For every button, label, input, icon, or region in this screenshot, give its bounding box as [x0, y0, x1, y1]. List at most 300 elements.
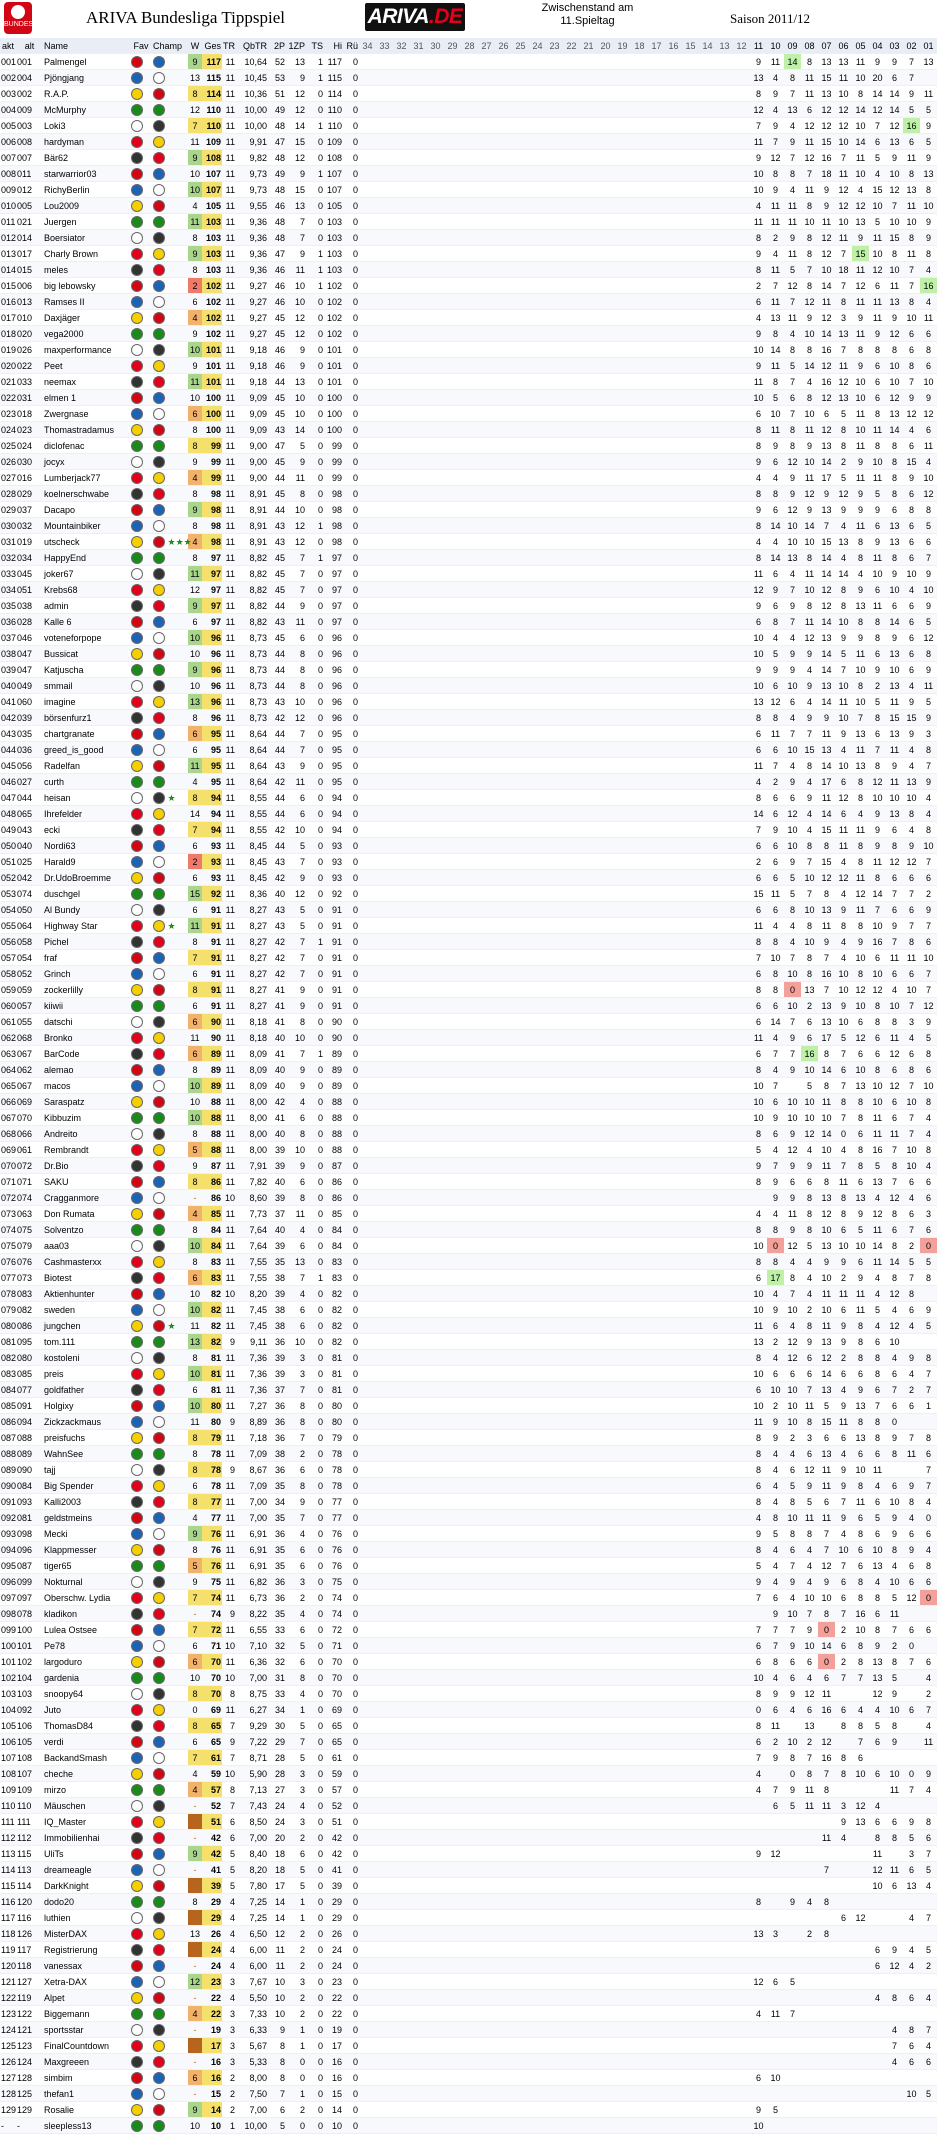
- player-name[interactable]: ecki: [43, 822, 130, 838]
- player-name[interactable]: WahnSee: [43, 1446, 130, 1462]
- matchday-points: 10: [750, 1094, 767, 1110]
- table-row[interactable]: [0, 198, 937, 214]
- player-name[interactable]: Daxjäger: [43, 310, 130, 326]
- two-point-hits: 36: [268, 1590, 286, 1606]
- table-row[interactable]: [0, 470, 937, 486]
- table-row[interactable]: [0, 1174, 937, 1190]
- col-matchday-25[interactable]: 25: [512, 38, 529, 54]
- table-row[interactable]: [0, 1286, 937, 1302]
- col-matchday-34[interactable]: 34: [359, 38, 376, 54]
- player-name[interactable]: Harald9: [43, 854, 130, 870]
- player-name[interactable]: Dr.UdoBroemme: [43, 870, 130, 886]
- col-matchday-32[interactable]: 32: [393, 38, 410, 54]
- future-matchday-cell: [546, 326, 563, 342]
- table-row[interactable]: [0, 534, 937, 550]
- table-row[interactable]: [0, 214, 937, 230]
- table-row[interactable]: [0, 1094, 937, 1110]
- future-matchday-cell: [733, 550, 750, 566]
- table-row[interactable]: [0, 1238, 937, 1254]
- table-row[interactable]: [0, 646, 937, 662]
- player-name[interactable]: vega2000: [43, 326, 130, 342]
- player-name[interactable]: admin: [43, 598, 130, 614]
- table-row[interactable]: [0, 1270, 937, 1286]
- table-row[interactable]: [0, 902, 937, 918]
- player-name[interactable]: heisan: [43, 790, 130, 806]
- player-name[interactable]: Andreito: [43, 1126, 130, 1142]
- table-row[interactable]: [0, 54, 937, 70]
- table-row[interactable]: [0, 582, 937, 598]
- team-crest-icon: [153, 1080, 165, 1092]
- table-row[interactable]: [0, 1526, 937, 1542]
- matchday-points: 6: [801, 1030, 818, 1046]
- matchday-points: 8: [835, 582, 852, 598]
- player-name[interactable]: kostoleni: [43, 1350, 130, 1366]
- player-name[interactable]: Nokturnal: [43, 1574, 130, 1590]
- player-name[interactable]: Kalle 6: [43, 614, 130, 630]
- high-score: 80: [324, 1414, 343, 1430]
- favorite-team: [130, 182, 152, 198]
- col-champ[interactable]: Champ: [152, 38, 188, 54]
- col-ts[interactable]: TS: [306, 38, 324, 54]
- col-tr[interactable]: TR: [222, 38, 236, 54]
- table-row[interactable]: [0, 230, 937, 246]
- player-name[interactable]: Oberschw. Lydia: [43, 1590, 130, 1606]
- table-row[interactable]: [0, 406, 937, 422]
- rank-previous: 095: [16, 1334, 43, 1350]
- col-matchday-05[interactable]: 05: [852, 38, 869, 54]
- table-row[interactable]: [0, 1510, 937, 1526]
- player-name[interactable]: utscheck: [43, 534, 130, 550]
- player-name[interactable]: tajj: [43, 1462, 130, 1478]
- table-row[interactable]: [0, 486, 937, 502]
- matchday-points: 4: [784, 934, 801, 950]
- tips-count: 11: [222, 678, 236, 694]
- future-matchday-cell: [427, 150, 444, 166]
- future-matchday-cell: [495, 566, 512, 582]
- col-matchday-30[interactable]: 30: [427, 38, 444, 54]
- col-akt[interactable]: akt: [0, 38, 16, 54]
- col-hi[interactable]: Hi: [324, 38, 343, 54]
- player-name[interactable]: Pichel: [43, 934, 130, 950]
- table-row[interactable]: [0, 982, 937, 998]
- player-name[interactable]: preis: [43, 1366, 130, 1382]
- player-name[interactable]: duschgel: [43, 886, 130, 902]
- table-row[interactable]: [0, 1334, 937, 1350]
- table-row[interactable]: [0, 390, 937, 406]
- table-row[interactable]: [0, 1478, 937, 1494]
- future-matchday-cell: [495, 1334, 512, 1350]
- table-row[interactable]: [0, 118, 937, 134]
- table-row[interactable]: [0, 342, 937, 358]
- col-2p[interactable]: 2P: [268, 38, 286, 54]
- player-name[interactable]: Zwergnase: [43, 406, 130, 422]
- col-ru[interactable]: Rü: [343, 38, 359, 54]
- matchday-points: 9: [784, 1126, 801, 1142]
- matchday-points: 4: [767, 1142, 784, 1158]
- player-name[interactable]: jocyx: [43, 454, 130, 470]
- player-name[interactable]: Pjöngjang: [43, 70, 130, 86]
- table-row[interactable]: [0, 1414, 937, 1430]
- future-matchday-cell: [563, 774, 580, 790]
- player-name[interactable]: tom.111: [43, 1334, 130, 1350]
- table-row[interactable]: [0, 822, 937, 838]
- matchday-points: 4: [835, 518, 852, 534]
- table-row[interactable]: [0, 1350, 937, 1366]
- player-name[interactable]: Nordi63: [43, 838, 130, 854]
- future-matchday-cell: [461, 486, 478, 502]
- future-matchday-cell: [631, 1206, 648, 1222]
- player-name[interactable]: greed_is_good: [43, 742, 130, 758]
- matchday-points: 4: [852, 182, 869, 198]
- col-matchday-06[interactable]: 06: [835, 38, 852, 54]
- team-crest-icon: [153, 1336, 165, 1348]
- player-name[interactable]: Aktienhunter: [43, 1286, 130, 1302]
- col-matchday-23[interactable]: 23: [546, 38, 563, 54]
- player-name[interactable]: Krebs68: [43, 582, 130, 598]
- ariva-logo[interactable]: [365, 3, 465, 31]
- col-matchday-11[interactable]: 11: [750, 38, 767, 54]
- matchday-points: 13: [818, 86, 835, 102]
- table-row[interactable]: [0, 326, 937, 342]
- col-matchday-03[interactable]: 03: [886, 38, 903, 54]
- player-name[interactable]: macos: [43, 1078, 130, 1094]
- table-row[interactable]: [0, 726, 937, 742]
- col-ges[interactable]: Ges: [202, 38, 222, 54]
- player-name[interactable]: Dacapo: [43, 502, 130, 518]
- matchday-wins: 0: [306, 1526, 324, 1542]
- player-name[interactable]: Rembrandt: [43, 1142, 130, 1158]
- player-name[interactable]: Kalli2003: [43, 1494, 130, 1510]
- col-matchday-01[interactable]: 01: [920, 38, 937, 54]
- player-name[interactable]: alemao: [43, 1062, 130, 1078]
- player-name[interactable]: R.A.P.: [43, 86, 130, 102]
- future-matchday-cell: [682, 1334, 699, 1350]
- player-name[interactable]: smmail: [43, 678, 130, 694]
- player-name[interactable]: Juergen: [43, 214, 130, 230]
- table-row[interactable]: [0, 1110, 937, 1126]
- table-row[interactable]: [0, 1574, 937, 1590]
- matchday-points: 4: [750, 310, 767, 326]
- table-row[interactable]: [0, 1254, 937, 1270]
- table-row[interactable]: [0, 1446, 937, 1462]
- player-name[interactable]: Grinch: [43, 966, 130, 982]
- table-row[interactable]: [0, 550, 937, 566]
- two-point-hits: 51: [268, 86, 286, 102]
- player-name[interactable]: Peet: [43, 358, 130, 374]
- col-matchday-16[interactable]: 16: [665, 38, 682, 54]
- col-matchday-20[interactable]: 20: [597, 38, 614, 54]
- col-matchday-19[interactable]: 19: [614, 38, 631, 54]
- table-row[interactable]: [0, 1590, 937, 1606]
- col-matchday-14[interactable]: 14: [699, 38, 716, 54]
- player-name[interactable]: diclofenac: [43, 438, 130, 454]
- table-row[interactable]: [0, 502, 937, 518]
- player-name[interactable]: Big Spender: [43, 1478, 130, 1494]
- future-matchday-cell: [461, 1478, 478, 1494]
- player-name[interactable]: neemax: [43, 374, 130, 390]
- player-name[interactable]: Al Bundy: [43, 902, 130, 918]
- future-matchday-cell: [716, 1126, 733, 1142]
- col-name[interactable]: Name: [43, 38, 130, 54]
- table-row[interactable]: [0, 454, 937, 470]
- col-matchday-13[interactable]: 13: [716, 38, 733, 54]
- table-row[interactable]: [0, 710, 937, 726]
- col-matchday-17[interactable]: 17: [648, 38, 665, 54]
- player-name[interactable]: Radelfan: [43, 758, 130, 774]
- player-name[interactable]: voteneforpope: [43, 630, 130, 646]
- table-row[interactable]: [0, 886, 937, 902]
- table-row[interactable]: [0, 1558, 937, 1574]
- player-name[interactable]: tiger65: [43, 1558, 130, 1574]
- player-name[interactable]: Mountainbiker: [43, 518, 130, 534]
- player-name[interactable]: Palmengel: [43, 54, 130, 70]
- col-matchday-33[interactable]: 33: [376, 38, 393, 54]
- rank-current: 096: [0, 1574, 16, 1590]
- col-matchday-22[interactable]: 22: [563, 38, 580, 54]
- col-matchday-10[interactable]: 10: [767, 38, 784, 54]
- matchday-points: 6: [784, 390, 801, 406]
- table-row[interactable]: [0, 86, 937, 102]
- future-matchday-cell: [376, 678, 393, 694]
- matchday-points: 6: [852, 1046, 869, 1062]
- weekly-points: 6: [188, 902, 202, 918]
- table-row[interactable]: [0, 1046, 937, 1062]
- one-point-hits: 8: [286, 1190, 306, 1206]
- table-row[interactable]: [0, 790, 937, 806]
- player-name[interactable]: elmen 1: [43, 390, 130, 406]
- table-row[interactable]: [0, 310, 937, 326]
- table-row[interactable]: [0, 614, 937, 630]
- table-row[interactable]: [0, 150, 937, 166]
- table-row[interactable]: [0, 934, 937, 950]
- one-point-hits: 8: [286, 486, 306, 502]
- future-matchday-cell: [359, 614, 376, 630]
- player-name[interactable]: big lebowsky: [43, 278, 130, 294]
- table-row[interactable]: [0, 166, 937, 182]
- player-name[interactable]: Bär62: [43, 150, 130, 166]
- table-row[interactable]: [0, 566, 937, 582]
- future-matchday-cell: [444, 198, 461, 214]
- future-matchday-cell: [716, 1254, 733, 1270]
- player-name[interactable]: McMurphy: [43, 102, 130, 118]
- table-row[interactable]: [0, 1206, 937, 1222]
- col-matchday-24[interactable]: 24: [529, 38, 546, 54]
- table-row[interactable]: [0, 1462, 937, 1478]
- player-name[interactable]: Lou2009: [43, 198, 130, 214]
- player-name[interactable]: Solventzo: [43, 1222, 130, 1238]
- player-name[interactable]: joker67: [43, 566, 130, 582]
- player-name[interactable]: koelnerschwabe: [43, 486, 130, 502]
- table-row[interactable]: [0, 966, 937, 982]
- player-name[interactable]: jungchen: [43, 1318, 130, 1334]
- high-score: 96: [324, 710, 343, 726]
- col-matchday-28[interactable]: 28: [461, 38, 478, 54]
- rueckstand: 0: [343, 486, 359, 502]
- points-per-tip: 8,09: [236, 1078, 268, 1094]
- future-matchday-cell: [648, 358, 665, 374]
- table-row[interactable]: [0, 1030, 937, 1046]
- table-row[interactable]: [0, 1398, 937, 1414]
- future-matchday-cell: [512, 1222, 529, 1238]
- col-matchday-26[interactable]: 26: [495, 38, 512, 54]
- col-matchday-12[interactable]: 12: [733, 38, 750, 54]
- player-name[interactable]: Bronko: [43, 1030, 130, 1046]
- player-name[interactable]: Don Rumata: [43, 1206, 130, 1222]
- player-name[interactable]: kiiwii: [43, 998, 130, 1014]
- player-name[interactable]: preisfuchs: [43, 1430, 130, 1446]
- table-row[interactable]: [0, 518, 937, 534]
- future-matchday-cell: [614, 822, 631, 838]
- table-row[interactable]: [0, 374, 937, 390]
- col-matchday-18[interactable]: 18: [631, 38, 648, 54]
- player-name[interactable]: Katjuscha: [43, 662, 130, 678]
- table-row[interactable]: [0, 758, 937, 774]
- player-name[interactable]: Biotest: [43, 1270, 130, 1286]
- table-row[interactable]: [0, 1014, 937, 1030]
- player-name[interactable]: börsenfurz1: [43, 710, 130, 726]
- future-matchday-cell: [648, 1542, 665, 1558]
- player-name[interactable]: Dr.Bio: [43, 1158, 130, 1174]
- table-row[interactable]: [0, 1430, 937, 1446]
- player-name[interactable]: fraf: [43, 950, 130, 966]
- table-row[interactable]: [0, 1158, 937, 1174]
- col-matchday-02[interactable]: 02: [903, 38, 920, 54]
- table-row[interactable]: [0, 246, 937, 262]
- high-score: 81: [324, 1366, 343, 1382]
- col-matchday-15[interactable]: 15: [682, 38, 699, 54]
- player-name[interactable]: Loki3: [43, 118, 130, 134]
- matchday-points: 4: [903, 1366, 920, 1382]
- player-name[interactable]: Highway Star: [43, 918, 130, 934]
- player-name[interactable]: Saraspatz: [43, 1094, 130, 1110]
- table-row[interactable]: [0, 1366, 937, 1382]
- col-qbtr[interactable]: QbTR: [236, 38, 268, 54]
- table-row[interactable]: [0, 742, 937, 758]
- table-row[interactable]: [0, 950, 937, 966]
- col-matchday-21[interactable]: 21: [580, 38, 597, 54]
- player-name[interactable]: Ramses II: [43, 294, 130, 310]
- table-row[interactable]: [0, 262, 937, 278]
- table-row[interactable]: [0, 662, 937, 678]
- table-row[interactable]: [0, 870, 937, 886]
- table-row[interactable]: [0, 1078, 937, 1094]
- player-name[interactable]: curth: [43, 774, 130, 790]
- matchday-points: 10: [852, 70, 869, 86]
- col-matchday-07[interactable]: 07: [818, 38, 835, 54]
- player-name[interactable]: Ihrefelder: [43, 806, 130, 822]
- player-name[interactable]: meles: [43, 262, 130, 278]
- rueckstand: 0: [343, 278, 359, 294]
- table-row[interactable]: [0, 1126, 937, 1142]
- player-name[interactable]: starwarrior03: [43, 166, 130, 182]
- future-matchday-cell: [716, 1014, 733, 1030]
- col-alt[interactable]: alt: [16, 38, 43, 54]
- col-matchday-09[interactable]: 09: [784, 38, 801, 54]
- col-matchday-04[interactable]: 04: [869, 38, 886, 54]
- player-name[interactable]: hardyman: [43, 134, 130, 150]
- table-row[interactable]: [0, 998, 937, 1014]
- col-matchday-08[interactable]: 08: [801, 38, 818, 54]
- table-row[interactable]: [0, 854, 937, 870]
- table-row[interactable]: [0, 598, 937, 614]
- player-name[interactable]: Bussicat: [43, 646, 130, 662]
- player-name[interactable]: Holgixy: [43, 1398, 130, 1414]
- player-name[interactable]: Klappmesser: [43, 1542, 130, 1558]
- col-matchday-29[interactable]: 29: [444, 38, 461, 54]
- player-name[interactable]: Thomastradamus: [43, 422, 130, 438]
- player-name[interactable]: geldstmeins: [43, 1510, 130, 1526]
- table-row[interactable]: [0, 294, 937, 310]
- table-row[interactable]: [0, 182, 937, 198]
- table-row[interactable]: [0, 422, 937, 438]
- table-row[interactable]: [0, 1142, 937, 1158]
- player-name[interactable]: maxperformance: [43, 342, 130, 358]
- player-name[interactable]: RichyBerlin: [43, 182, 130, 198]
- player-name[interactable]: SAKU: [43, 1174, 130, 1190]
- col-matchday-27[interactable]: 27: [478, 38, 495, 54]
- table-row[interactable]: [0, 278, 937, 294]
- col-fav[interactable]: Fav: [130, 38, 152, 54]
- player-name[interactable]: aaa03: [43, 1238, 130, 1254]
- table-row[interactable]: [0, 1222, 937, 1238]
- table-row[interactable]: [0, 1318, 937, 1334]
- player-name[interactable]: chartgranate: [43, 726, 130, 742]
- player-name[interactable]: Cragganmore: [43, 1190, 130, 1206]
- table-row[interactable]: [0, 694, 937, 710]
- table-row[interactable]: [0, 774, 937, 790]
- table-row[interactable]: [0, 1302, 937, 1318]
- table-row[interactable]: [0, 918, 937, 934]
- col-w[interactable]: W: [188, 38, 202, 54]
- table-row[interactable]: [0, 1382, 937, 1398]
- player-name[interactable]: Mecki: [43, 1526, 130, 1542]
- table-row[interactable]: [0, 438, 937, 454]
- table-row[interactable]: [0, 1190, 937, 1206]
- table-row[interactable]: [0, 1542, 937, 1558]
- table-row[interactable]: [0, 70, 937, 86]
- player-name[interactable]: Charly Brown: [43, 246, 130, 262]
- player-name[interactable]: Kibbuzim: [43, 1110, 130, 1126]
- matchday-wins: 0: [306, 1398, 324, 1414]
- col-matchday-31[interactable]: 31: [410, 38, 427, 54]
- table-row[interactable]: [0, 102, 937, 118]
- matchday-wins: 1: [306, 1046, 324, 1062]
- matchday-points: 10: [886, 1494, 903, 1510]
- player-name[interactable]: Lumberjack77: [43, 470, 130, 486]
- player-name[interactable]: imagine: [43, 694, 130, 710]
- player-name[interactable]: Zickzackmaus: [43, 1414, 130, 1430]
- player-name[interactable]: HappyEnd: [43, 550, 130, 566]
- player-name[interactable]: datschi: [43, 1014, 130, 1030]
- player-name[interactable]: Cashmasterxx: [43, 1254, 130, 1270]
- player-name[interactable]: goldfather: [43, 1382, 130, 1398]
- matchday-points: 8: [886, 1238, 903, 1254]
- favorite-team: [130, 1398, 152, 1414]
- table-row[interactable]: [0, 358, 937, 374]
- table-row[interactable]: [0, 630, 937, 646]
- table-row[interactable]: [0, 1494, 937, 1510]
- player-name[interactable]: zockerlilly: [43, 982, 130, 998]
- table-row[interactable]: [0, 838, 937, 854]
- player-name[interactable]: sweden: [43, 1302, 130, 1318]
- table-row[interactable]: [0, 1062, 937, 1078]
- player-name[interactable]: BarCode: [43, 1046, 130, 1062]
- table-row[interactable]: [0, 806, 937, 822]
- table-row[interactable]: [0, 134, 937, 150]
- player-name[interactable]: Boersiator: [43, 230, 130, 246]
- col-1zp[interactable]: 1ZP: [286, 38, 306, 54]
- table-row[interactable]: [0, 678, 937, 694]
